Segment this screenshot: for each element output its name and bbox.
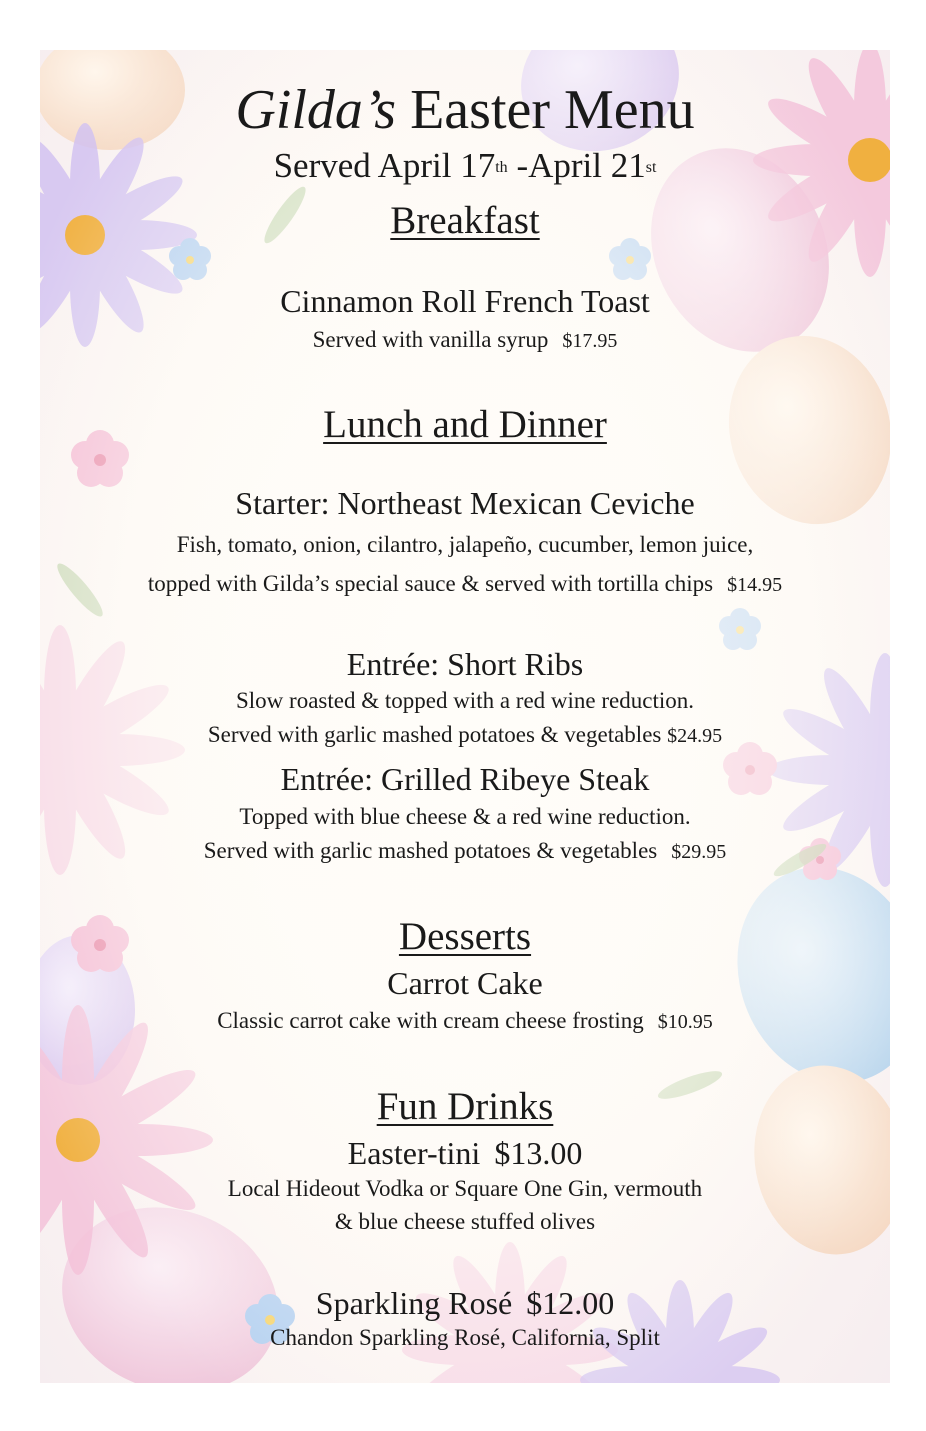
price: $12.00	[526, 1285, 615, 1321]
menu-item-description: topped with Gilda’s special sauce & served with tortilla chips $14.95	[147, 571, 783, 596]
price: $17.95	[562, 330, 618, 352]
menu-item-name: Entrée: Short Ribs	[346, 646, 584, 682]
restaurant-name: Gilda’s	[235, 79, 397, 141]
price: $13.00	[494, 1135, 583, 1171]
menu-item-description: Chandon Sparkling Rosé, California, Split	[270, 1325, 660, 1350]
menu-title-text: Easter Menu	[410, 79, 695, 141]
ordinal-suffix: th	[495, 159, 508, 176]
menu-item-name: Easter-tini $13.00	[347, 1135, 583, 1171]
section-heading-lunch-dinner: Lunch and Dinner	[323, 403, 607, 446]
price: $10.95	[657, 1011, 713, 1033]
section-heading-desserts: Desserts	[398, 915, 532, 958]
section-heading-drinks: Fun Drinks	[376, 1085, 554, 1128]
menu-item-description: Slow roasted & topped with a red wine reduction.	[236, 688, 694, 713]
menu-item-description: Fish, tomato, onion, cilantro, jalapeño, cucumber, lemon juice,	[176, 532, 754, 557]
menu-item-name: Cinnamon Roll French Toast	[280, 283, 650, 319]
menu-item-name: Carrot Cake	[387, 965, 543, 1001]
menu-item-description: & blue cheese stuffed olives	[334, 1209, 596, 1234]
menu-item-description: Served with vanilla syrup $17.95	[312, 327, 618, 352]
menu-title	[40, 78, 890, 142]
menu-item-description: Local Hideout Vodka or Square One Gin, vermouth	[227, 1176, 703, 1201]
price: $29.95	[671, 841, 727, 863]
menu-poster	[40, 50, 890, 1383]
menu-item-name: Starter: Northeast Mexican Ceviche	[235, 485, 695, 521]
price: $14.95	[727, 574, 783, 596]
price: $24.95	[667, 725, 723, 747]
section-heading-breakfast: Breakfast	[390, 199, 540, 242]
ordinal-suffix: st	[645, 159, 657, 176]
menu-item-name: Entrée: Grilled Ribeye Steak	[280, 761, 650, 797]
served-start: Served April 17	[273, 146, 496, 185]
menu-item-description: Served with garlic mashed potatoes & vegetables $29.95	[203, 838, 727, 863]
menu-content	[40, 50, 890, 1383]
served-end: -April 21	[507, 146, 646, 185]
menu-item-description: Classic carrot cake with cream cheese frosting $10.95	[217, 1008, 713, 1033]
menu-item-description: Served with garlic mashed potatoes & vegetables $24.95	[207, 722, 723, 747]
menu-item-description: Topped with blue cheese & a red wine reduction.	[239, 804, 691, 829]
menu-item-name: Sparkling Rosé $12.00	[315, 1285, 615, 1321]
served-dates	[40, 144, 890, 188]
